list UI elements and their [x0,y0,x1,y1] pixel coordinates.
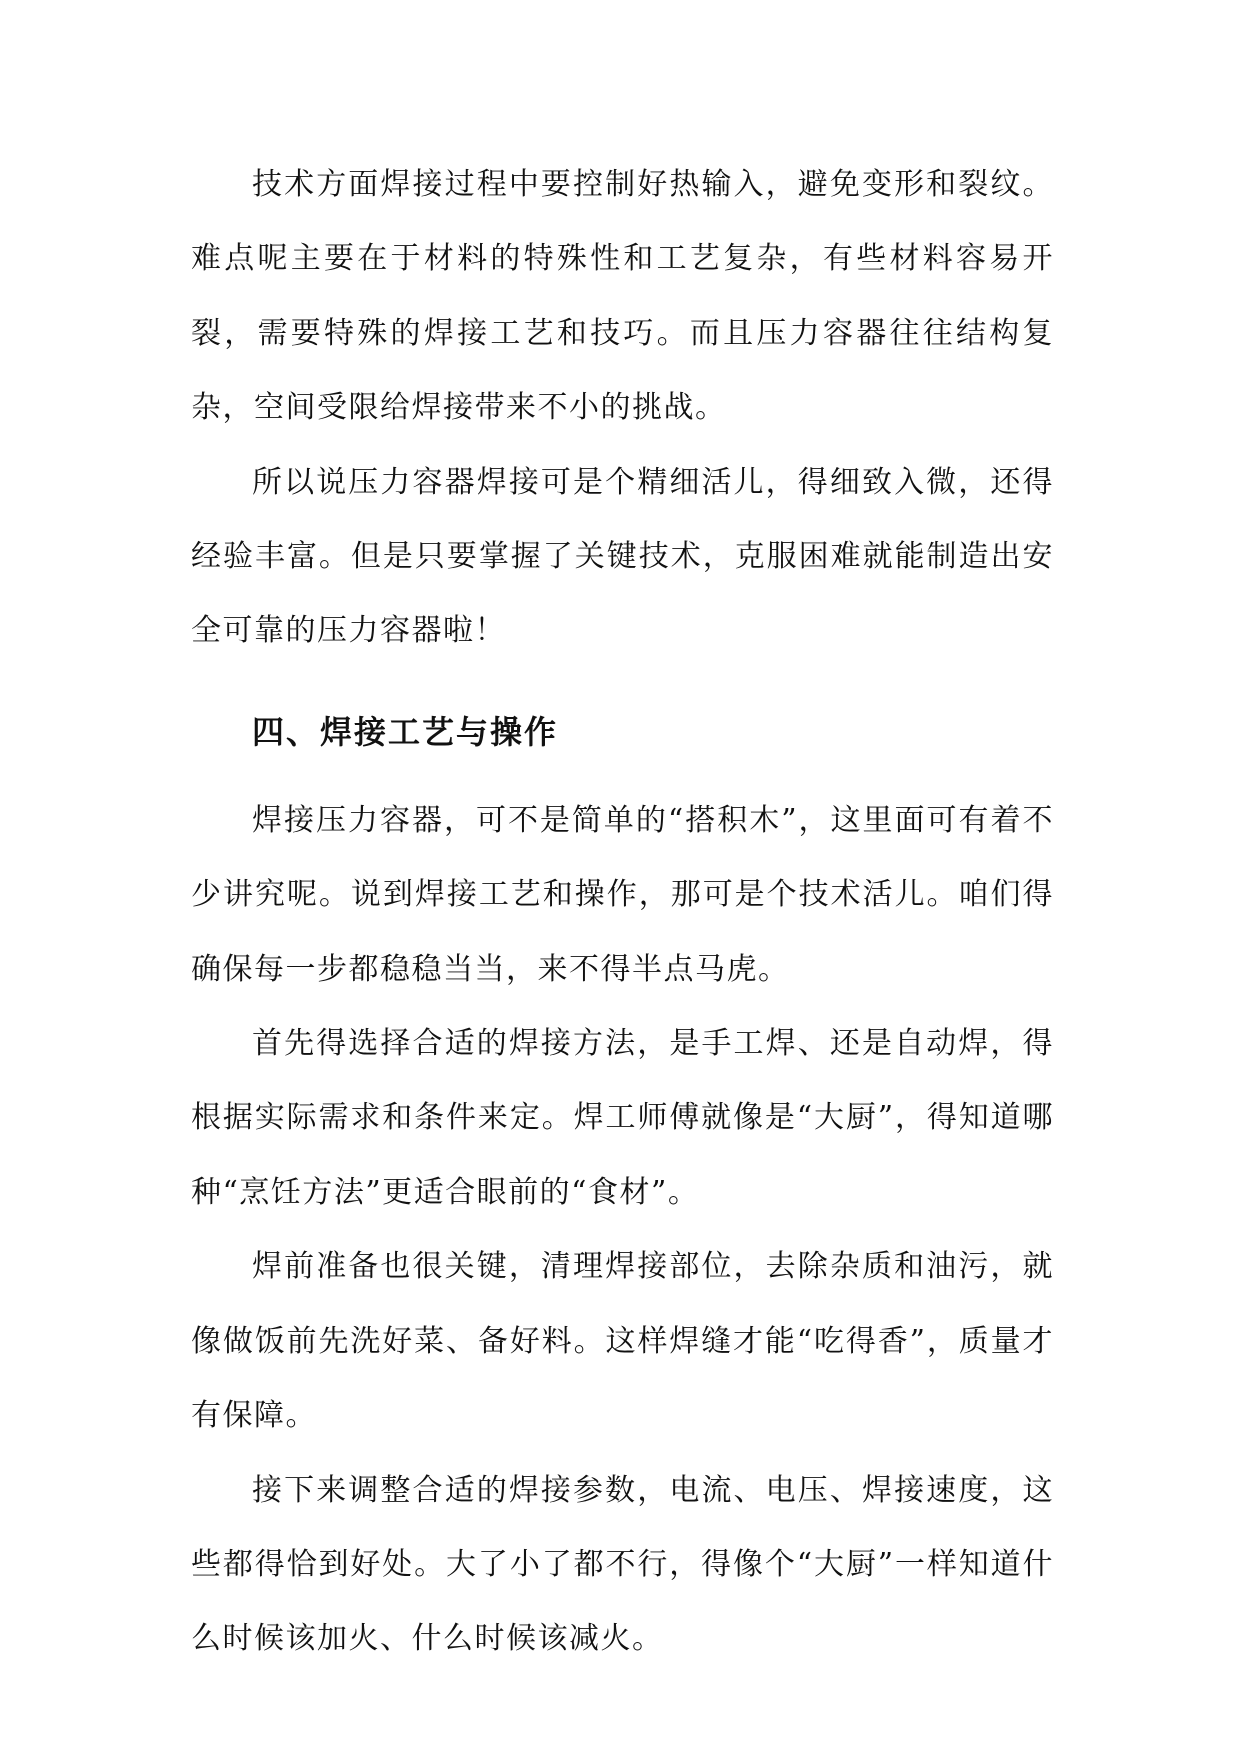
paragraph-process-intro: 焊接压力容器，可不是简单的“搭积木”，这里面可有着不少讲究呢。说到焊接工艺和操作，那可是个技术活儿。咱们得确保每一步都稳稳当当，来不得半点马虎。 [191,802,1054,987]
section-heading: 四、焊接工艺与操作 [252,712,559,751]
paragraph-preparation: 焊前准备也很关键，清理焊接部位，去除杂质和油污，就像做饭前先洗好菜、备好料。这样焊缝才能“吃得香”，质量才有保障。 [191,1249,1054,1434]
paragraph-method-selection: 首先得选择合适的焊接方法，是手工焊、还是自动焊，得根据实际需求和条件来定。焊工师傅就像是“大厨”，得知道哪种“烹饪方法”更适合眼前的“食材”。 [191,1026,1054,1210]
paragraph-parameters: 接下来调整合适的焊接参数，电流、电压、焊接速度，这些都得恰到好处。大了小了都不行，得像个“大厨”一样知道什么时候该加火、什么时候该减火。 [191,1472,1054,1657]
paragraph-welding-technique: 技术方面焊接过程中要控制好热输入，避免变形和裂纹。难点呢主要在于材料的特殊性和工艺复杂，有些材料容易开裂，需要特殊的焊接工艺和技巧。而且压力容器往往结构复杂，空间受限给焊接带来不小的挑战。 [191,167,1054,426]
text-column [191,148,1054,1677]
paragraph-summary: 所以说压力容器焊接可是个精细活儿，得细致入微，还得经验丰富。但是只要掌握了关键技术，克服困难就能制造出安全可靠的压力容器啦！ [191,464,1054,649]
